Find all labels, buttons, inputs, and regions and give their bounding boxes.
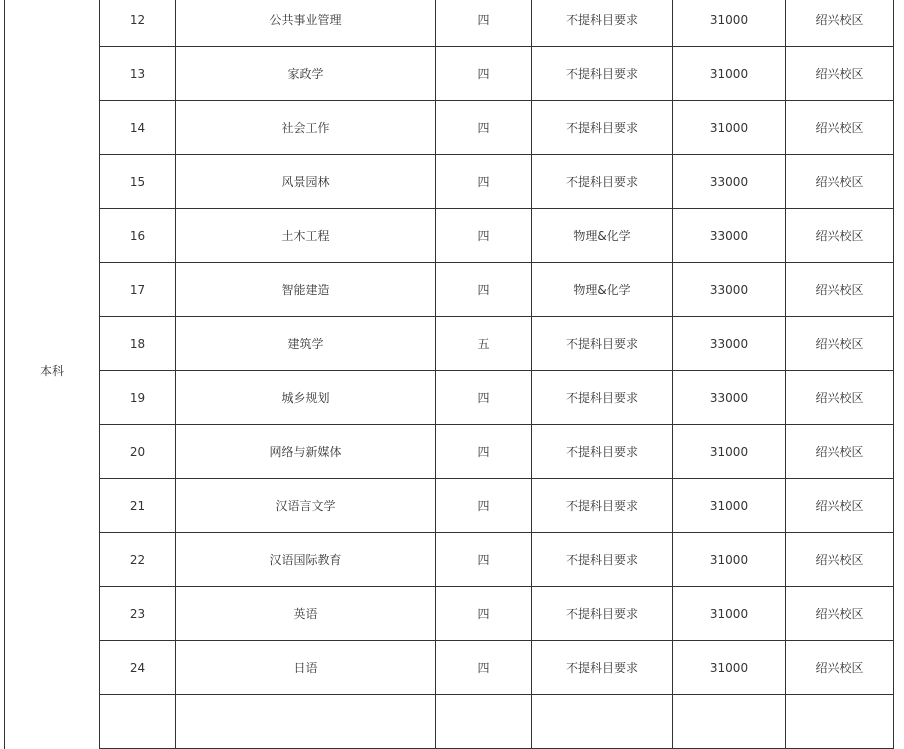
subject-requirement-cell: 不提科目要求	[532, 371, 673, 425]
subject-requirement-cell: 不提科目要求	[532, 587, 673, 641]
row-number-cell: 17	[100, 263, 176, 317]
study-years-cell: 四	[436, 479, 532, 533]
campus-cell: 绍兴校区	[786, 47, 894, 101]
table-row	[5, 263, 894, 317]
campus-cell: 绍兴校区	[786, 533, 894, 587]
study-years-cell: 五	[436, 317, 532, 371]
tuition-fee-cell: 33000	[673, 317, 786, 371]
major-name-cell: 土木工程	[176, 209, 436, 263]
major-name-cell: 风景园林	[176, 155, 436, 209]
subject-requirement-cell: 不提科目要求	[532, 0, 673, 47]
table-row	[5, 0, 894, 47]
study-years-cell: 四	[436, 209, 532, 263]
row-number-cell: 13	[100, 47, 176, 101]
campus-cell: 绍兴校区	[786, 371, 894, 425]
study-years-cell: 四	[436, 533, 532, 587]
row-number-cell: 12	[100, 0, 176, 47]
major-name-cell: 智能建造	[176, 263, 436, 317]
row-number-cell: 18	[100, 317, 176, 371]
table-row	[5, 371, 894, 425]
tuition-fee-cell: 31000	[673, 101, 786, 155]
table-row	[5, 425, 894, 479]
study-years-cell: 四	[436, 587, 532, 641]
major-name-cell: 公共事业管理	[176, 0, 436, 47]
subject-requirement-cell: 物理&化学	[532, 263, 673, 317]
tuition-fee-cell: 33000	[673, 155, 786, 209]
row-number-cell: 22	[100, 533, 176, 587]
subject-requirement-cell: 不提科目要求	[532, 317, 673, 371]
campus-cell: 绍兴校区	[786, 587, 894, 641]
campus-cell: 绍兴校区	[786, 0, 894, 47]
tuition-fee-cell: 31000	[673, 533, 786, 587]
table-row	[5, 317, 894, 371]
tuition-fee-cell: 33000	[673, 263, 786, 317]
tuition-fee-cell: 33000	[673, 209, 786, 263]
major-name-cell: 城乡规划	[176, 371, 436, 425]
campus-cell: 绍兴校区	[786, 101, 894, 155]
campus-cell: 绍兴校区	[786, 155, 894, 209]
row-number-cell: 24	[100, 641, 176, 695]
row-number-cell: 23	[100, 587, 176, 641]
major-name-cell: 英语	[176, 587, 436, 641]
row-number-cell: 15	[100, 155, 176, 209]
study-years-cell: 四	[436, 101, 532, 155]
major-name-cell: 家政学	[176, 47, 436, 101]
tuition-fee-cell: 33000	[673, 371, 786, 425]
table-row	[5, 479, 894, 533]
campus-cell: 绍兴校区	[786, 425, 894, 479]
subject-requirement-cell: 不提科目要求	[532, 101, 673, 155]
tuition-fee-cell: 31000	[673, 0, 786, 47]
study-years-cell: 四	[436, 641, 532, 695]
major-name-cell: 日语	[176, 641, 436, 695]
campus-cell: 绍兴校区	[786, 641, 894, 695]
subject-requirement-cell: 不提科目要求	[532, 425, 673, 479]
major-name-cell: 社会工作	[176, 101, 436, 155]
row-number-cell: 16	[100, 209, 176, 263]
major-name-cell: 汉语言文学	[176, 479, 436, 533]
row-number-cell: 21	[100, 479, 176, 533]
tuition-fee-cell: 31000	[673, 47, 786, 101]
table-row	[5, 587, 894, 641]
subject-requirement-cell: 不提科目要求	[532, 47, 673, 101]
campus-cell: 绍兴校区	[786, 209, 894, 263]
tuition-fee-cell: 31000	[673, 641, 786, 695]
table-row	[5, 209, 894, 263]
study-years-cell: 四	[436, 155, 532, 209]
study-years-cell: 四	[436, 0, 532, 47]
major-name-cell: 汉语国际教育	[176, 533, 436, 587]
major-name-cell: 建筑学	[176, 317, 436, 371]
major-name-cell: 网络与新媒体	[176, 425, 436, 479]
study-years-cell: 四	[436, 425, 532, 479]
row-number-cell: 14	[100, 101, 176, 155]
admissions-table-container	[4, 0, 894, 749]
campus-cell: 绍兴校区	[786, 317, 894, 371]
level-cell: 本科	[5, 0, 100, 749]
table-row	[5, 533, 894, 587]
table-row	[5, 101, 894, 155]
subject-requirement-cell: 不提科目要求	[532, 533, 673, 587]
subject-requirement-cell: 不提科目要求	[532, 479, 673, 533]
campus-cell: 绍兴校区	[786, 263, 894, 317]
tuition-fee-cell: 31000	[673, 479, 786, 533]
study-years-cell: 四	[436, 371, 532, 425]
tuition-fee-cell: 31000	[673, 587, 786, 641]
tuition-fee-cell: 31000	[673, 425, 786, 479]
subject-requirement-cell: 不提科目要求	[532, 641, 673, 695]
table-row	[5, 155, 894, 209]
subject-requirement-cell: 不提科目要求	[532, 155, 673, 209]
row-number-cell: 19	[100, 371, 176, 425]
table-body	[5, 0, 894, 749]
admissions-table	[4, 0, 894, 749]
study-years-cell: 四	[436, 263, 532, 317]
campus-cell: 绍兴校区	[786, 479, 894, 533]
subject-requirement-cell: 物理&化学	[532, 209, 673, 263]
table-row	[5, 47, 894, 101]
study-years-cell: 四	[436, 47, 532, 101]
table-row	[5, 641, 894, 695]
row-number-cell: 20	[100, 425, 176, 479]
